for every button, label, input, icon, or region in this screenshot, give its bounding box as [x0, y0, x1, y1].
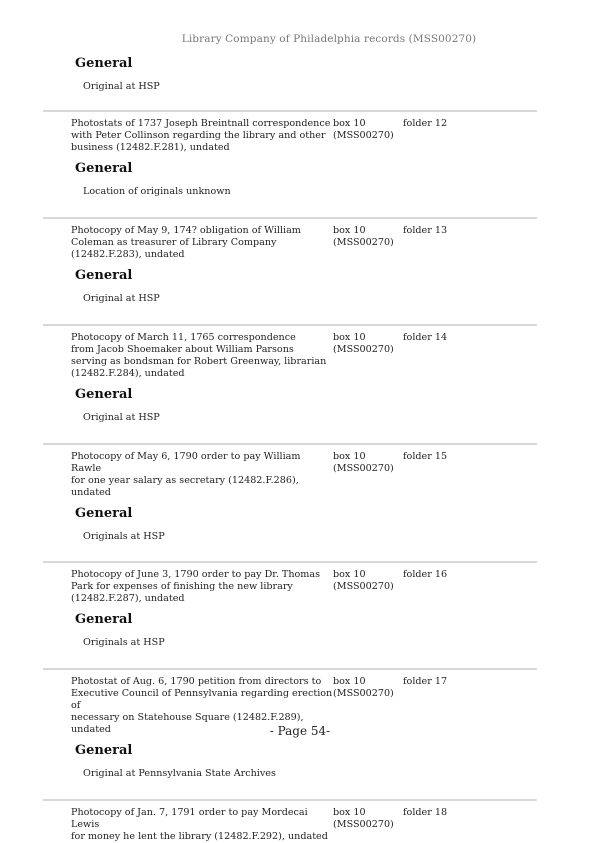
entry-title [71, 225, 333, 261]
entry-title-line: business (12482.F.281), undated [71, 142, 230, 153]
entry-box [333, 569, 403, 605]
entry-title-line: Photostat of Aug. 6, 1790 petition from directors to [71, 676, 322, 687]
note-heading: General [75, 506, 133, 521]
box-collection-id: (MSS00270) [333, 130, 394, 141]
entry-row [43, 807, 537, 843]
box-collection-id: (MSS00270) [333, 688, 394, 699]
entry-title [71, 807, 333, 843]
running-header: Library Company of Philadelphia records (MSS00270) [181, 33, 477, 45]
entry-folder: folder 12 [403, 118, 448, 129]
note-text: Original at Pennsylvania State Archives [83, 768, 276, 779]
entry-title [71, 332, 333, 380]
entry-folder: folder 15 [403, 451, 448, 462]
note-heading: General [75, 612, 133, 627]
box-number: box 10 [333, 451, 366, 462]
note-text: Originals at HSP [83, 531, 165, 542]
note-text: Original at HSP [83, 293, 160, 304]
box-number: box 10 [333, 225, 366, 236]
note-heading: General [75, 268, 133, 283]
entry-row [43, 451, 537, 499]
table-row [43, 561, 537, 668]
entry-title-line: necessary on Statehouse Square (12482.F.289), undated [71, 712, 304, 735]
entry-title-line: from Jacob Shoemaker about William Parsons [71, 344, 294, 355]
entry-box [333, 451, 403, 499]
box-collection-id: (MSS00270) [333, 463, 394, 474]
note-heading: General [75, 56, 133, 71]
entry-title-line: Coleman as treasurer of Library Company [71, 237, 277, 248]
box-collection-id: (MSS00270) [333, 237, 394, 248]
entry-title-line: Photocopy of May 6, 1790 order to pay William Rawle [71, 451, 301, 474]
entry-title [71, 118, 333, 154]
box-number: box 10 [333, 569, 366, 580]
entry-title-line: serving as bondsman for Robert Greenway, librarian [71, 356, 327, 367]
entry-title-line: Photostats of 1737 Joseph Breintnall correspondence [71, 118, 331, 129]
entry-title-line: Photocopy of March 11, 1765 correspondence [71, 332, 296, 343]
entry-title-line: Photocopy of June 3, 1790 order to pay Dr. Thomas [71, 569, 321, 580]
table-row [43, 324, 537, 443]
entry-row [43, 332, 537, 380]
box-number: box 10 [333, 807, 366, 818]
table-row [43, 799, 537, 843]
entry-title-line: (12482.F.287), undated [71, 593, 185, 604]
box-number: box 10 [333, 676, 366, 687]
entry-folder: folder 14 [403, 332, 448, 343]
entry-title [71, 451, 333, 499]
entry-box [333, 225, 403, 261]
entry-title-line: with Peter Collinson regarding the library and other [71, 130, 326, 141]
note-text: Location of originals unknown [83, 186, 231, 197]
table-row [43, 110, 537, 217]
entry-row [43, 225, 537, 261]
entry-title-line: Photocopy of May 9, 174? obligation of William [71, 225, 301, 236]
note-text: Original at HSP [83, 412, 160, 423]
entry-title-line: Park for expenses of finishing the new library [71, 581, 293, 592]
entry-box [333, 332, 403, 380]
page-number: - Page 54- [269, 724, 331, 738]
entry-title-line: Executive Council of Pennsylvania regarding erection of [71, 688, 333, 711]
entry-title-line: (12482.F.283), undated [71, 249, 185, 260]
entry-row [43, 569, 537, 605]
note-text: Originals at HSP [83, 637, 165, 648]
entry-title-line: (12482.F.284), undated [71, 368, 185, 379]
entry-row [43, 118, 537, 154]
entry-folder: folder 17 [403, 676, 448, 687]
note-heading: General [75, 387, 133, 402]
box-collection-id: (MSS00270) [333, 819, 394, 830]
box-number: box 10 [333, 118, 366, 129]
note-heading: General [75, 161, 133, 176]
note-text: Original at HSP [83, 81, 160, 92]
box-collection-id: (MSS00270) [333, 344, 394, 355]
entry-folder: folder 18 [403, 807, 448, 818]
entry-title [71, 569, 333, 605]
entry-folder: folder 16 [403, 569, 448, 580]
entry-folder: folder 13 [403, 225, 448, 236]
entry-title-line: for one year salary as secretary (12482.F.286), undated [71, 475, 299, 498]
entry-box [333, 807, 403, 843]
lead-note [43, 54, 537, 110]
entry-box [333, 118, 403, 154]
entry-title-line: Photocopy of Jan. 7, 1791 order to pay Mordecai Lewis [71, 807, 308, 830]
note-heading: General [75, 743, 133, 758]
table-row [43, 217, 537, 324]
table-row [43, 443, 537, 561]
box-number: box 10 [333, 332, 366, 343]
box-collection-id: (MSS00270) [333, 581, 394, 592]
entry-title-line: for money he lent the library (12482.F.292), undated [71, 831, 328, 842]
